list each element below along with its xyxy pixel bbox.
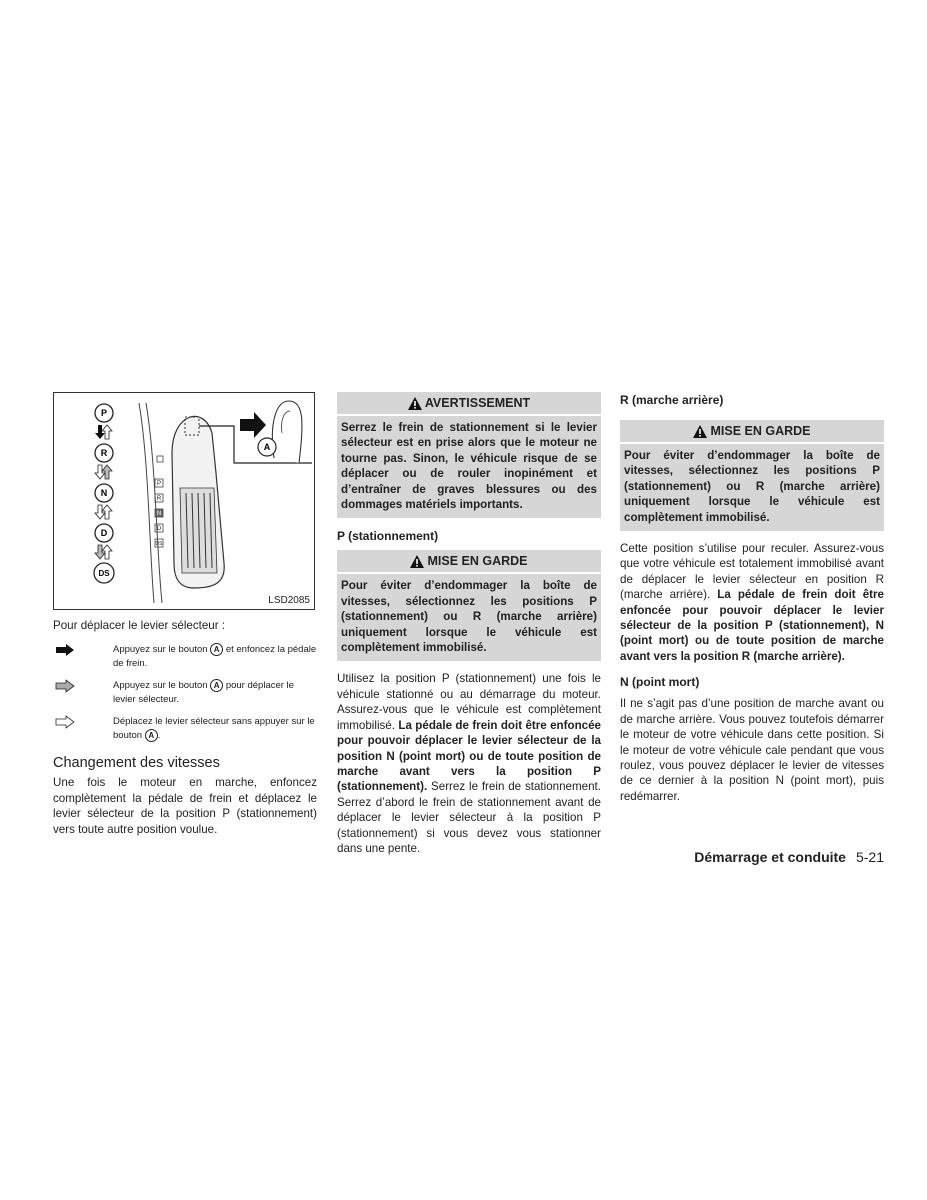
n-body: Il ne s’agit pas d’une position de marche avant ou de marche arrière. Vous pouvez toutefois démarrer le moteur de votre véhicule dans cette position. Si le moteur de votre véhicule cale pendant que vous roulez, vous pouvez déplacer le levier de vitesses de ce dernier à la position N (point mort), puis redémarrer. (620, 697, 884, 803)
warning-triangle-icon (410, 555, 424, 568)
legend-intro: Pour déplacer le levier sélecteur : (53, 619, 226, 632)
outline-arrow-icon (55, 715, 75, 729)
warning-box (337, 392, 601, 518)
solid-arrow-icon (55, 643, 75, 657)
slot-ds-label: DS (155, 541, 163, 547)
caution-text: Pour éviter d’endommager la boîte de vitesses, sélectionnez les positions P (stationnement) ou R (marche arrière) uniquement lorsque le véhicule est complètement immobilisé. (624, 449, 880, 524)
warning-title: AVERTISSEMENT (424, 396, 531, 410)
caution-title: MISE EN GARDE (710, 424, 811, 438)
gear-p-label: P (100, 408, 108, 418)
section-text: Une fois le moteur en marche, enfoncez complètement la pédale de frein et déplacez le levier sélecteur de la position P (stationnement) vers toute autre position voulue. (53, 776, 317, 836)
button-a-badge: A (210, 643, 223, 656)
figure-label: LSD2085 (268, 595, 310, 606)
r-body: Cette position s’utilise pour reculer. Assurez-vous que votre véhicule est totalement immobilisé avant de déplacer le levier sélecteur en position R (marche arrière). La pédale de frein doit être enfoncée pour pouvoir déplacer le levier sélecteur de la position P (stationnement), N (point mort) ou de toute position de marche avant vers la position R (marche arrière). (620, 542, 884, 663)
slot-n-label: N (156, 511, 162, 517)
footer-section-title: Démarrage et conduite (694, 849, 846, 865)
column-left (53, 392, 317, 837)
button-a-badge: A (210, 679, 223, 692)
caution-text: Pour éviter d’endommager la boîte de vitesses, sélectionnez les positions P (stationnement) ou R (marche arrière) uniquement lorsque le véhicule est complètement immobilisé. (341, 579, 597, 655)
slot-r-label: R (156, 496, 162, 502)
legend-item: Déplacez le levier sélecteur sans appuyer sur le bouton A . (53, 715, 317, 743)
gear-n-label: N (100, 488, 108, 498)
caution-box (620, 420, 884, 531)
legend-item: Appuyez sur le bouton A pour déplacer le levier sélecteur. (53, 679, 317, 707)
slot-p-label: P (156, 481, 162, 487)
hatched-arrow-icon (55, 679, 75, 693)
column-right (620, 392, 884, 804)
warning-triangle-icon (408, 397, 422, 410)
n-heading: N (point mort) (620, 675, 700, 690)
button-a-label: A (263, 442, 271, 452)
p-heading: P (stationnement) (337, 529, 439, 544)
page-footer (660, 849, 884, 865)
gear-r-label: R (100, 448, 108, 458)
slot-d-label: D (156, 526, 162, 532)
warning-text: Serrez le frein de stationnement si le levier sélecteur est en prise alors que le moteur ne tourne pas. Sinon, le véhicule risque de se déplacer ou de rouler inopinément et d’entraîner de graves blessures ou des dommages matériels importants. (341, 421, 597, 512)
gear-ds-label: DS (98, 569, 110, 578)
button-a-badge: A (145, 729, 158, 742)
gear-d-label: D (100, 528, 108, 538)
caution-box (337, 550, 601, 661)
p-body: Utilisez la position P (stationnement) une fois le véhicule stationné ou au démarrage du moteur. Assurez-vous que le véhicule est complètement immobilisé. La pédale de frein doit être enfoncée pour pouvoir déplacer le levier sélecteur de la position N (point mort) ou de toute position de marche avant vers la position P (stationnement). Serrez le frein de stationnement. Serrez d’abord le frein de stationnement avant de déplacer le levier sélecteur à la position P (stationnement) si vous devez vous stationner dans une pente. (337, 672, 602, 855)
r-heading: R (marche arrière) (620, 393, 724, 407)
warning-triangle-icon (693, 425, 707, 438)
gear-selector-illustration (54, 393, 314, 609)
caution-title: MISE EN GARDE (427, 554, 528, 569)
gear-selector-figure (53, 392, 315, 610)
column-middle (337, 392, 601, 856)
page-number: 5-21 (855, 849, 884, 865)
legend-item: Appuyez sur le bouton A et enfoncez la pédale de frein. (53, 643, 317, 671)
section-title: Changement des vitesses (53, 755, 220, 772)
